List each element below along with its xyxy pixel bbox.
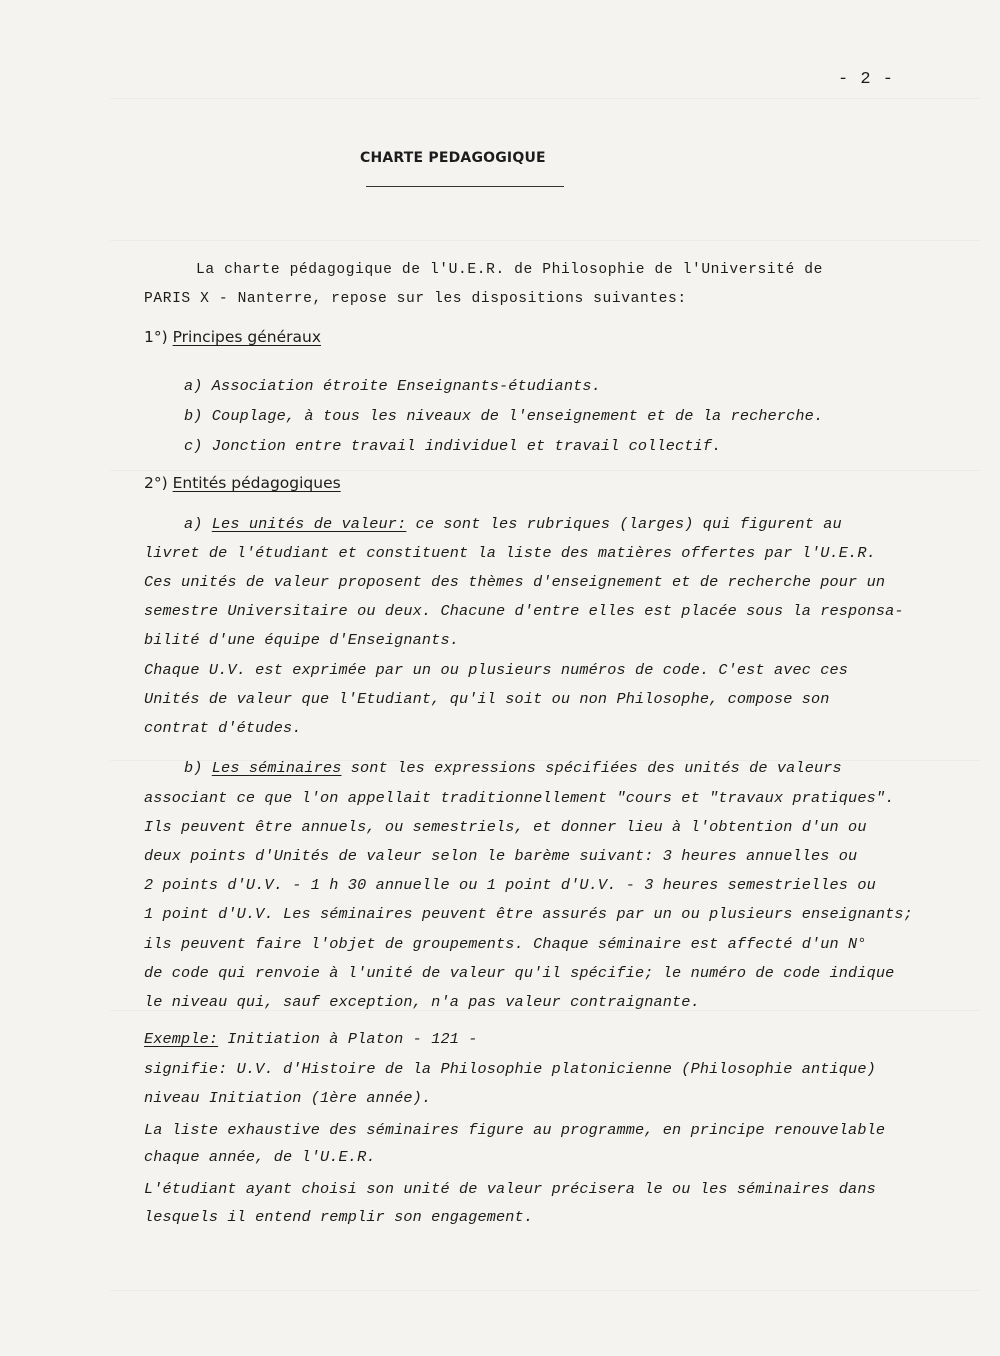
- paragraph-a-line: Ces unités de valeur proposent des thèmes d'enseignement et de recherche pour un: [144, 573, 886, 591]
- paragraph-a-line: bilité d'une équipe d'Enseignants.: [144, 631, 459, 649]
- section-1-item-a: a) Association étroite Enseignants-étudiants.: [184, 377, 601, 395]
- paragraph-a-first-line: [184, 514, 842, 534]
- example-line: lesquels il entend remplir son engagement.: [144, 1208, 534, 1226]
- paragraph-b-line: ils peuvent faire l'objet de groupements. Chaque séminaire est affecté d'un N°: [144, 935, 867, 953]
- paragraph-a-line: livret de l'étudiant et constituent la liste des matières offertes par l'U.E.R.: [144, 544, 876, 562]
- section-1-number: 1°): [144, 328, 168, 346]
- section-2-heading: [144, 473, 341, 493]
- example-line: niveau Initiation (1ère année).: [144, 1089, 432, 1107]
- paragraph-b-line: de code qui renvoie à l'unité de valeur qu'il spécifie; le numéro de code indique: [144, 964, 895, 982]
- example-line: La liste exhaustive des séminaires figure au programme, en principe renouvelable: [144, 1121, 886, 1139]
- example-first-line: [144, 1029, 478, 1049]
- term-unites-de-valeur: Les unités de valeur:: [211, 515, 407, 533]
- paragraph-b-line: deux points d'Unités de valeur selon le barème suivant: 3 heures annuelles ou: [144, 847, 858, 865]
- section-1-item-b: b) Couplage, à tous les niveaux de l'enseignement et de la recherche.: [184, 407, 824, 425]
- example-rest: Initiation à Platon - 121 -: [218, 1030, 478, 1048]
- section-1-item-c: c) Jonction entre travail individuel et travail collectif.: [184, 437, 722, 455]
- example-line: signifie: U.V. d'Histoire de la Philosophie platonicienne (Philosophie antique): [144, 1060, 876, 1078]
- paragraph-a-line: Unités de valeur que l'Etudiant, qu'il soit ou non Philosophe, compose son: [144, 690, 830, 708]
- paragraph-b-first-line: [184, 758, 842, 778]
- example-label: Exemple:: [144, 1030, 219, 1048]
- section-2-title: Entités pédagogiques: [172, 474, 341, 492]
- page-title: CHARTE PEDAGOGIQUE: [360, 150, 546, 166]
- paragraph-a-line: contrat d'études.: [144, 719, 302, 737]
- paragraph-b-line: le niveau qui, sauf exception, n'a pas valeur contraignante.: [144, 993, 700, 1011]
- example-line: L'étudiant ayant choisi son unité de valeur précisera le ou les séminaires dans: [144, 1180, 876, 1198]
- example-line: chaque année, de l'U.E.R.: [144, 1148, 376, 1166]
- paragraph-b-line: 1 point d'U.V. Les séminaires peuvent être assurés par un ou plusieurs enseignants;: [144, 905, 913, 923]
- section-1-heading: [144, 327, 321, 347]
- term-seminaires: Les séminaires: [211, 759, 342, 777]
- paragraph-a-line: Chaque U.V. est exprimée par un ou plusieurs numéros de code. C'est avec ces: [144, 661, 849, 679]
- page-number: - 2 -: [838, 70, 895, 89]
- paragraph-a-prefix: a): [184, 515, 212, 533]
- title-underline: [366, 186, 564, 187]
- paragraph-a-rest: ce sont les rubriques (larges) qui figurent au: [406, 515, 842, 533]
- paragraph-b-line: associant ce que l'on appellait traditionnellement "cours et "travaux pratiques".: [144, 789, 895, 807]
- intro-line-1: La charte pédagogique de l'U.E.R. de Philosophie de l'Université de: [196, 262, 823, 278]
- paragraph-b-rest: sont les expressions spécifiées des unités de valeurs: [341, 759, 842, 777]
- paragraph-b-line: Ils peuvent être annuels, ou semestriels, et donner lieu à l'obtention d'un ou: [144, 818, 867, 836]
- intro-line-2: PARIS X - Nanterre, repose sur les dispositions suivantes:: [144, 291, 687, 307]
- paragraph-b-line: 2 points d'U.V. - 1 h 30 annuelle ou 1 point d'U.V. - 3 heures semestrielles ou: [144, 876, 876, 894]
- paragraph-a-line: semestre Universitaire ou deux. Chacune d'entre elles est placée sous la responsa-: [144, 602, 904, 620]
- section-1-title: Principes généraux: [172, 328, 321, 346]
- paragraph-b-prefix: b): [184, 759, 212, 777]
- section-2-number: 2°): [144, 474, 168, 492]
